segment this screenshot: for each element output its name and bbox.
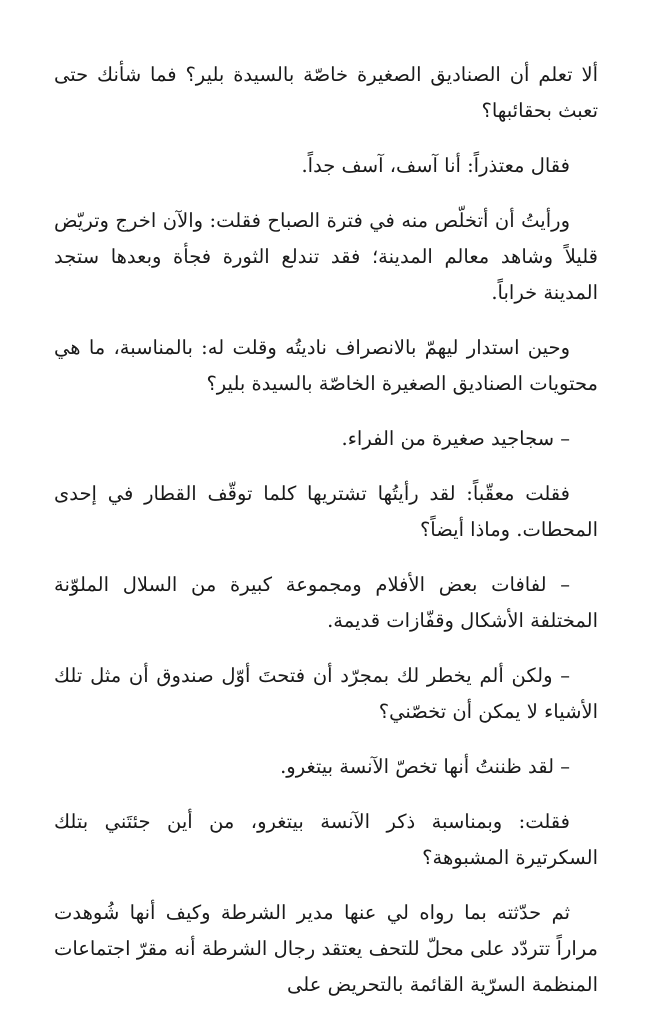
body-text	[54, 57, 598, 1022]
paragraph-9: – لقد ظننتُ أنها تخصّ الآنسة بيتغرو.	[280, 755, 570, 778]
paragraph-8: – ولكن ألم يخطر لك بمجرّد أن فتحتَ أوّل صندوق أن مثل تلك الأشياء لا يمكن أن تخصّني؟	[54, 664, 598, 723]
paragraph-7: – لفافات بعض الأفلام ومجموعة كبيرة من السلال الملوّنة المختلفة الأشكال وقفّازات قديمة.	[54, 573, 598, 632]
paragraph-10: فقلت: وبمناسبة ذكر الآنسة بيتغرو، من أين جئتَني بتلك السكرتيرة المشبوهة؟	[54, 810, 598, 869]
paragraph-3: ورأيتُ أن أتخلّص منه في فترة الصباح فقلت: والآن اخرج وتريّض قليلاً وشاهد معالم المدينة؛ فقد تندلع الثورة فجأة وبعدها ستجد المدينة خراباً.	[54, 209, 598, 304]
paragraph-6: فقلت معقّباً: لقد رأيتُها تشتريها كلما توقّف القطار في إحدى المحطات. وماذا أيضاً؟	[54, 482, 598, 541]
paragraph-4: وحين استدار ليهمّ بالانصراف ناديتُه وقلت له: بالمناسبة، ما هي محتويات الصناديق الصغيرة الخاصّة بالسيدة بلير؟	[54, 336, 598, 395]
paragraph-5: – سجاجيد صغيرة من الفراء.	[341, 427, 570, 450]
paragraph-11: ثم حدّثته بما رواه لي عنها مدير الشرطة وكيف أنها شُوهدت مراراً تتردّد على محلّ للتحف يعتقد رجال الشرطة أنه مقرّ اجتماعات المنظمة السرّية القائمة بالتحريض على	[54, 901, 598, 996]
paragraph-2: فقال معتذراً: أنا آسف، آسف جداً.	[301, 154, 570, 177]
paragraph-1: ألا تعلم أن الصناديق الصغيرة خاصّة بالسيدة بلير؟ فما شأنك حتى تعبث بحقائبها؟	[54, 63, 598, 122]
